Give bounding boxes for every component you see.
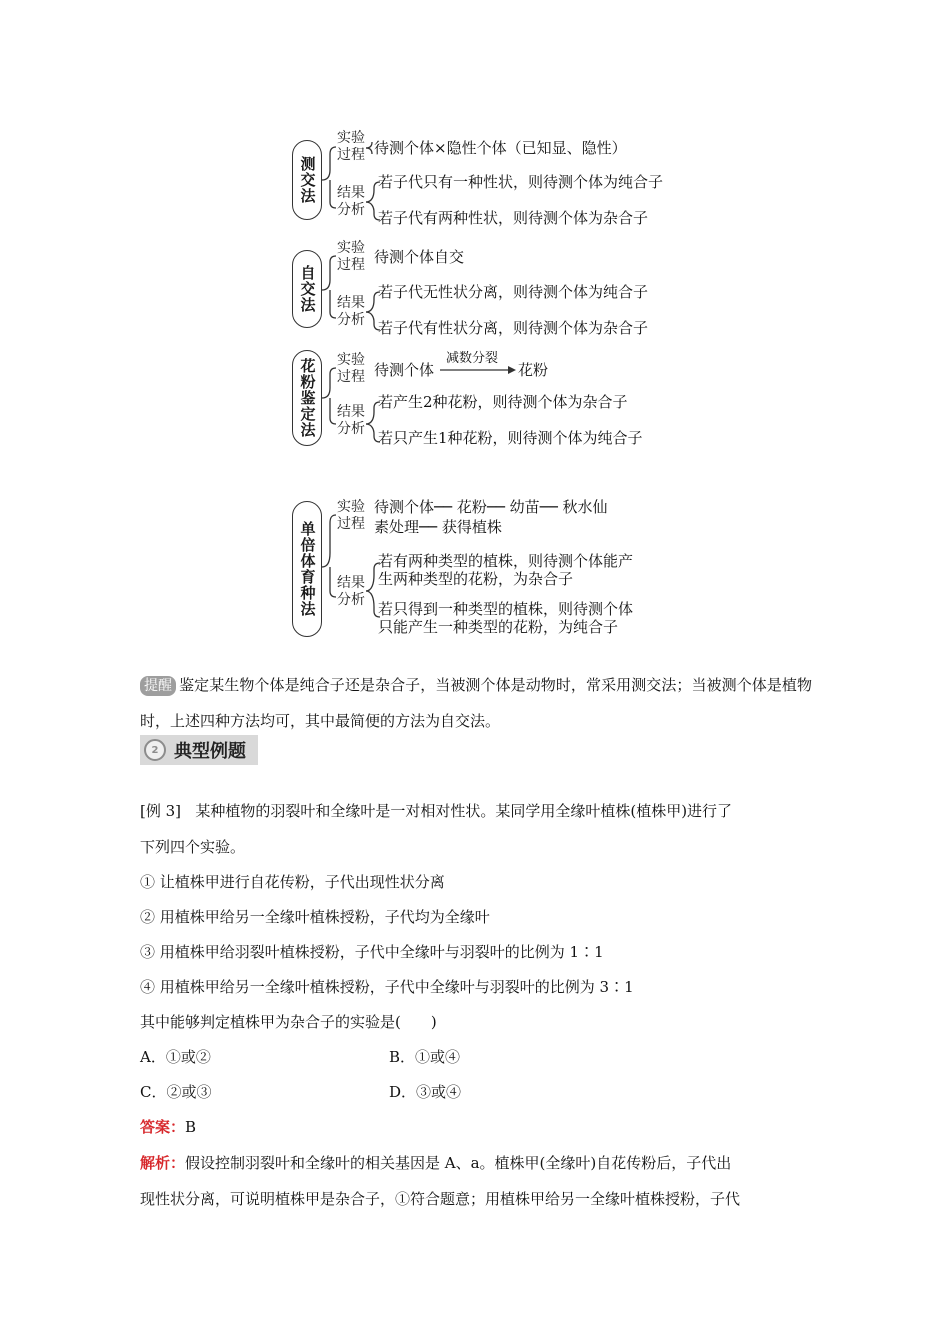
tip-badge: 提醒 bbox=[140, 676, 176, 696]
option-b: B．①或④ bbox=[389, 1048, 461, 1066]
testcross-analysis-label: 结果分析 bbox=[337, 185, 365, 218]
analysis-line-2: 现性状分离，可说明植株甲是杂合子，①符合题意；用植株甲给另一全缘叶植株授粉，子代 bbox=[140, 1190, 741, 1208]
pollen-process-end: 花粉 bbox=[518, 361, 549, 379]
haploid-result-1-line-1: 若有两种类型的植株，则待测个体能产 bbox=[378, 552, 634, 570]
pollen-block bbox=[292, 350, 692, 450]
pollen-result-2: 若只产生1种花粉，则待测个体为纯合子 bbox=[378, 429, 643, 447]
option-d: D．③或④ bbox=[389, 1083, 462, 1101]
selfing-title: 自交法 bbox=[292, 250, 322, 328]
tip-text: 鉴定某生物个体是纯合子还是杂合子，当被测个体是动物时，常采用测交法；当被测个体是植物时，上述四种方法均可，其中最简便的方法为自交法。 bbox=[140, 676, 812, 730]
selfing-block bbox=[292, 240, 692, 340]
haploid-title: 单倍体育种法 bbox=[292, 501, 322, 637]
analysis-text-1: 假设控制羽裂叶和全缘叶的相关基因是 A、a。植株甲(全缘叶)自花传粉后，子代出 bbox=[185, 1154, 732, 1172]
pollen-arrow-label: 减数分裂 bbox=[446, 351, 499, 366]
analysis-line-1 bbox=[140, 1152, 731, 1174]
testcross-result-1: 若子代只有一种性状，则待测个体为纯合子 bbox=[378, 173, 664, 191]
answer-line bbox=[140, 1116, 196, 1138]
example-stem-1: 某种植物的羽裂叶和全缘叶是一对相对性状。某同学用全缘叶植株(植株甲)进行了 bbox=[195, 802, 733, 820]
haploid-process-label: 实验过程 bbox=[337, 499, 365, 532]
testcross-process-label: 实验过程 bbox=[337, 130, 365, 163]
example-item-1: ① 让植株甲进行自花传粉，子代出现性状分离 bbox=[140, 873, 445, 891]
selfing-result-1: 若子代无性状分离，则待测个体为纯合子 bbox=[378, 283, 649, 301]
haploid-analysis-label: 结果分析 bbox=[337, 575, 365, 608]
haploid-result-1-line-2: 生两种类型的花粉，为杂合子 bbox=[378, 570, 574, 588]
testcross-process-text: 待测个体×隐性个体（已知显、隐性） bbox=[374, 139, 627, 157]
pollen-analysis-label: 结果分析 bbox=[337, 404, 365, 437]
section-title: 典型例题 bbox=[174, 741, 246, 762]
option-c: C．②或③ bbox=[140, 1083, 212, 1101]
tip-paragraph bbox=[140, 667, 812, 739]
analysis-label: 解析： bbox=[140, 1154, 186, 1172]
answer-label: 答案： bbox=[140, 1118, 186, 1136]
number-circle-icon: 2 bbox=[144, 739, 166, 761]
haploid-result-2-line-1: 若只得到一种类型的植株，则待测个体 bbox=[378, 600, 634, 618]
example-question: 其中能够判定植株甲为杂合子的实验是( ) bbox=[140, 1013, 437, 1031]
haploid-result-2-line-2: 只能产生一种类型的花粉，为纯合子 bbox=[378, 618, 619, 636]
pollen-process-label: 实验过程 bbox=[337, 352, 365, 385]
selfing-process-label: 实验过程 bbox=[337, 240, 365, 273]
selfing-analysis-label: 结果分析 bbox=[337, 295, 365, 328]
testcross-title: 测交法 bbox=[292, 140, 322, 220]
testcross-result-2: 若子代有两种性状，则待测个体为杂合子 bbox=[378, 209, 649, 227]
haploid-block bbox=[292, 495, 692, 640]
selfing-result-2: 若子代有性状分离，则待测个体为杂合子 bbox=[378, 319, 649, 337]
example-stem-2: 下列四个实验。 bbox=[140, 838, 246, 856]
testcross-block bbox=[292, 130, 692, 230]
example-stem-line-1 bbox=[140, 800, 732, 822]
haploid-process-line-1: 待测个体── 花粉── 幼苗── 秋水仙 bbox=[374, 498, 608, 516]
pollen-process-start: 待测个体 bbox=[374, 361, 435, 379]
pollen-result-1: 若产生2种花粉，则待测个体为杂合子 bbox=[378, 393, 628, 411]
section-heading bbox=[140, 735, 258, 765]
selfing-process-text: 待测个体自交 bbox=[374, 248, 465, 266]
example-item-2: ② 用植株甲给另一全缘叶植株授粉，子代均为全缘叶 bbox=[140, 908, 490, 926]
example-item-4: ④ 用植株甲给另一全缘叶植株授粉，子代中全缘叶与羽裂叶的比例为 3∶1 bbox=[140, 978, 634, 996]
answer-value: B bbox=[185, 1118, 197, 1136]
example-tag: [例 3] bbox=[140, 802, 182, 820]
option-a: A．①或② bbox=[140, 1048, 211, 1066]
haploid-process-line-2: 素处理── 获得植株 bbox=[374, 518, 502, 536]
example-item-3: ③ 用植株甲给羽裂叶植株授粉，子代中全缘叶与羽裂叶的比例为 1∶1 bbox=[140, 943, 604, 961]
pollen-title: 花粉鉴定法 bbox=[292, 350, 322, 446]
